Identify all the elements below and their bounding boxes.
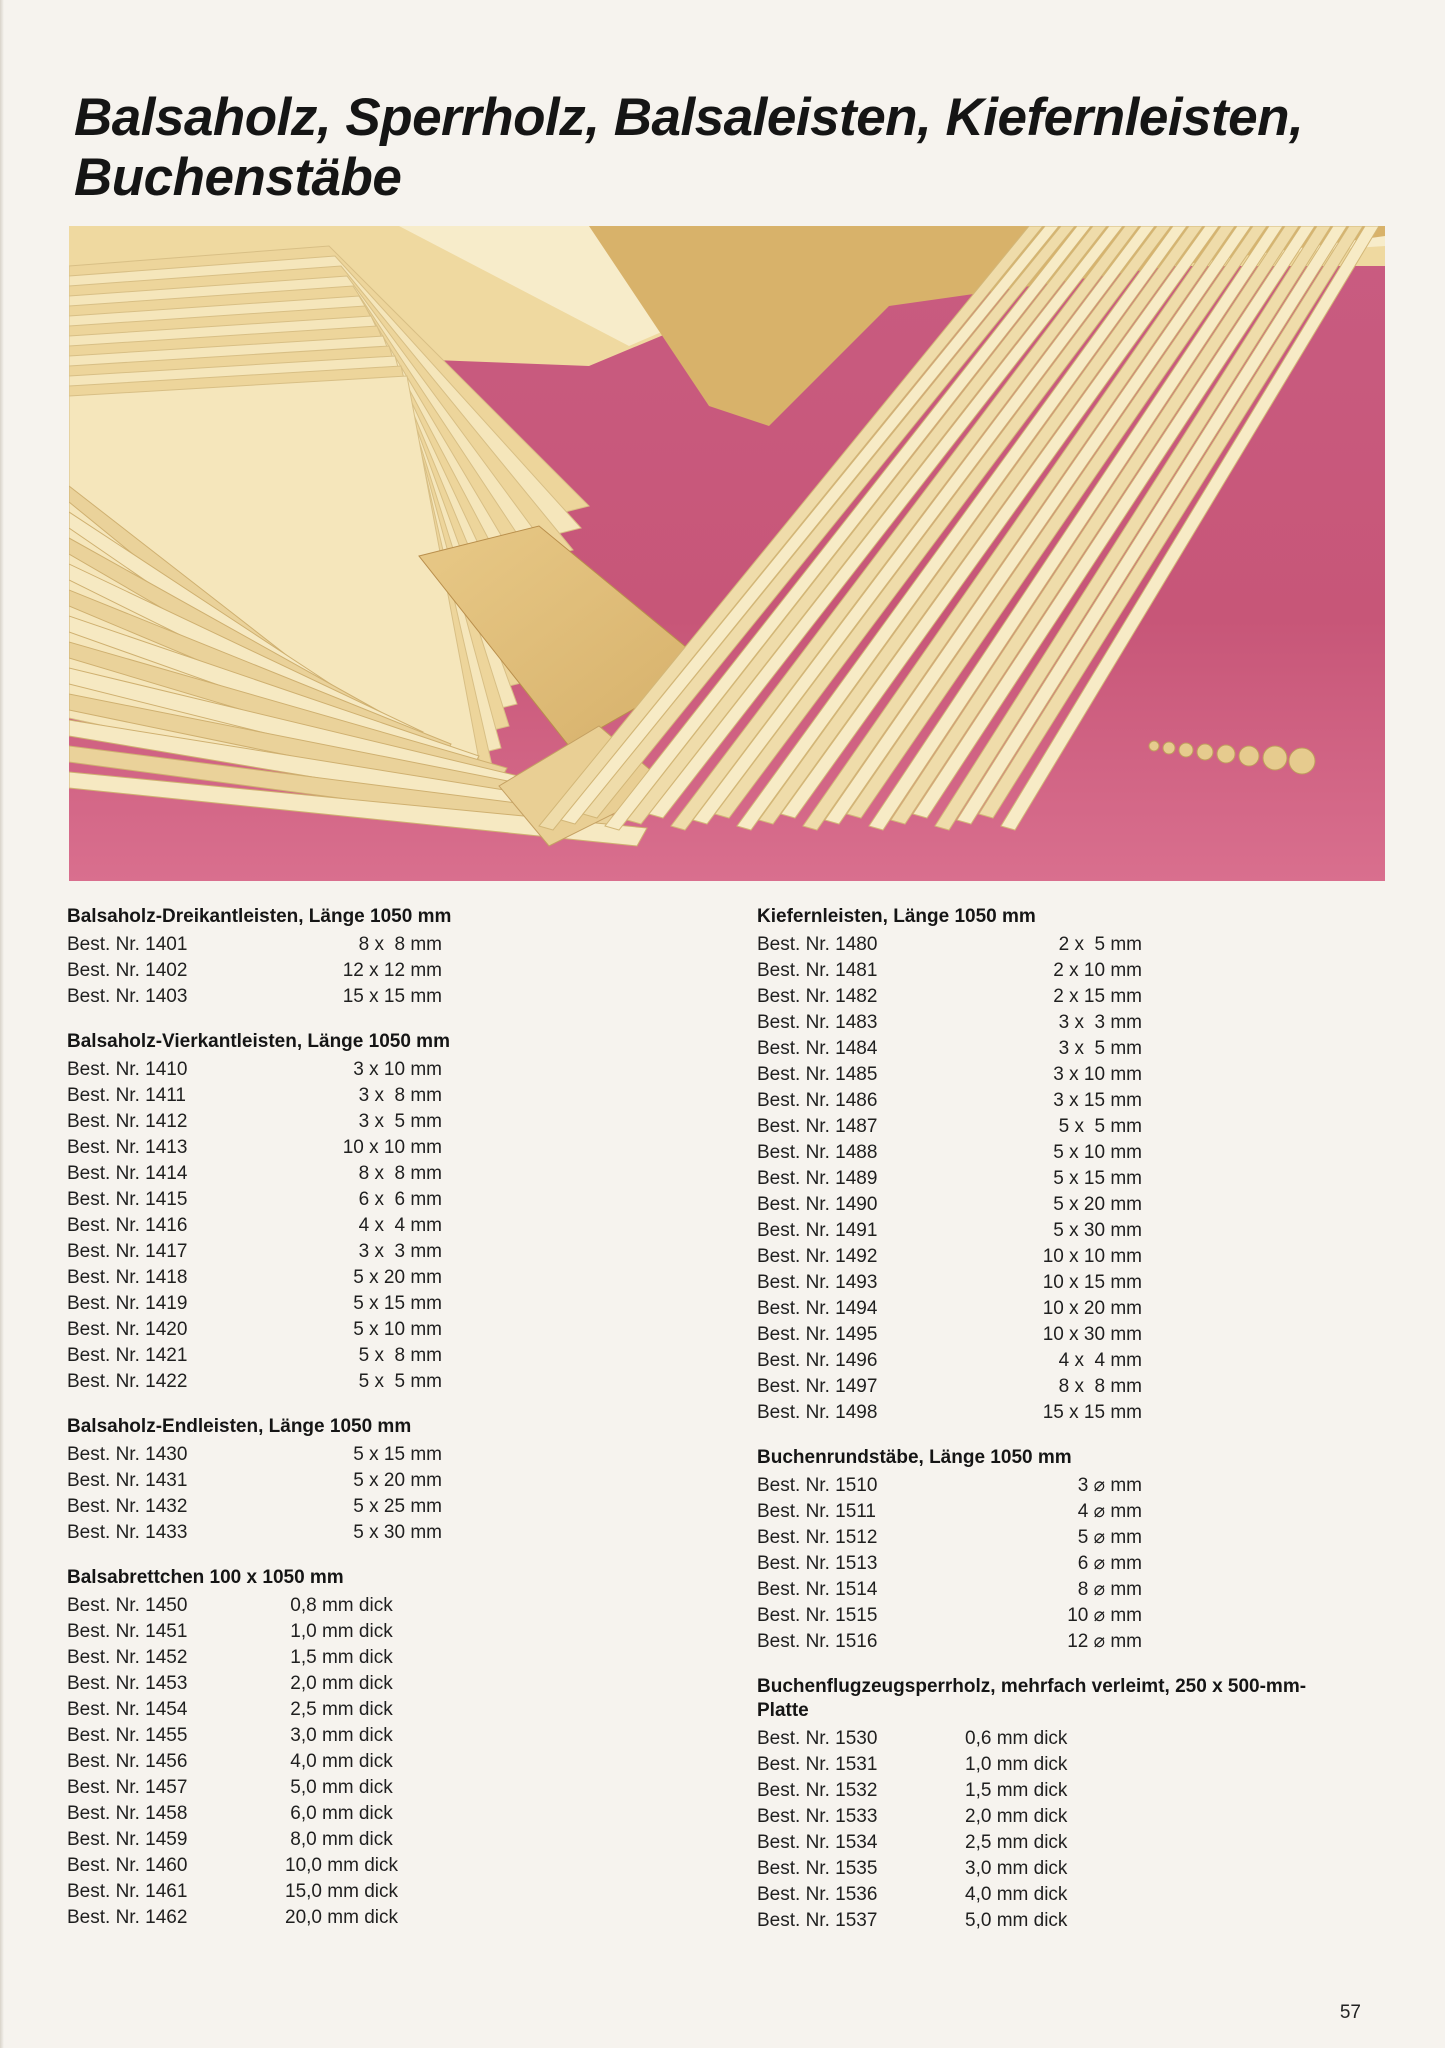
product-row: [67, 1801, 667, 1827]
order-number: Best. Nr. 1422: [67, 1371, 188, 1392]
dowel-end: [1239, 746, 1259, 766]
dowel-end: [1289, 748, 1315, 774]
order-number: Best. Nr. 1535: [757, 1858, 878, 1879]
dimension: 2 x 5 mm: [1058, 934, 1142, 955]
dimension: 2,0 mm dick: [965, 1806, 1068, 1827]
order-number: Best. Nr. 1420: [67, 1319, 188, 1340]
product-row: [67, 1853, 667, 1879]
product-row: [67, 1619, 667, 1645]
order-number: Best. Nr. 1497: [757, 1376, 878, 1397]
dimension: 10 ⌀ mm: [1067, 1605, 1142, 1626]
product-row: [67, 1161, 667, 1187]
wood-strips-photo: [69, 226, 1385, 881]
order-number: Best. Nr. 1413: [67, 1137, 188, 1158]
order-number: Best. Nr. 1414: [67, 1163, 188, 1184]
product-row: [757, 1577, 1357, 1603]
scan-edge-shadow: [0, 0, 4, 2048]
dimension: 6 x 6 mm: [358, 1189, 442, 1210]
order-number: Best. Nr. 1410: [67, 1059, 188, 1080]
order-number: Best. Nr. 1515: [757, 1605, 878, 1626]
product-row: [67, 1827, 667, 1853]
order-number: Best. Nr. 1432: [67, 1496, 188, 1517]
product-row: [67, 1442, 667, 1468]
dimension: 1,5 mm dick: [965, 1780, 1068, 1801]
product-row: [67, 1291, 667, 1317]
order-number: Best. Nr. 1510: [757, 1475, 878, 1496]
product-row: [757, 1400, 1357, 1426]
order-number: Best. Nr. 1421: [67, 1345, 188, 1366]
dimension: 6 ⌀ mm: [1077, 1553, 1142, 1574]
dimension: 3,0 mm dick: [285, 1725, 393, 1746]
order-number: Best. Nr. 1450: [67, 1595, 188, 1616]
product-row: [757, 1525, 1357, 1551]
product-row: [757, 1603, 1357, 1629]
dimension: 5 x 8 mm: [358, 1345, 442, 1366]
order-number: Best. Nr. 1455: [67, 1725, 188, 1746]
order-number: Best. Nr. 1462: [67, 1907, 188, 1928]
product-row: [757, 1114, 1357, 1140]
product-row: [757, 1374, 1357, 1400]
order-number: Best. Nr. 1457: [67, 1777, 188, 1798]
dimension: 3 x 15 mm: [1053, 1090, 1142, 1111]
product-row: [757, 984, 1357, 1010]
dimension: 3 x 10 mm: [353, 1059, 442, 1080]
dimension: 1,5 mm dick: [285, 1647, 393, 1668]
dimension: 2,0 mm dick: [285, 1673, 393, 1694]
section-heading: Balsaholz-Vierkantleisten, Länge 1050 mm: [67, 1031, 450, 1052]
dimension: 5 x 15 mm: [353, 1293, 442, 1314]
dimension: 4 ⌀ mm: [1077, 1501, 1142, 1522]
product-row: [757, 1473, 1357, 1499]
dimension: 5 x 5 mm: [358, 1371, 442, 1392]
section-heading: Balsaholz-Endleisten, Länge 1050 mm: [67, 1416, 412, 1437]
product-row: [757, 1088, 1357, 1114]
order-number: Best. Nr. 1452: [67, 1647, 188, 1668]
product-row: [757, 1192, 1357, 1218]
product-row: [67, 958, 667, 984]
order-number: Best. Nr. 1496: [757, 1350, 878, 1371]
product-row: [67, 1879, 667, 1905]
page-number: 57: [1339, 2002, 1361, 2023]
order-number: Best. Nr. 1495: [757, 1324, 878, 1345]
order-number: Best. Nr. 1486: [757, 1090, 878, 1111]
dimension: 3 x 5 mm: [1058, 1038, 1142, 1059]
dimension: 8,0 mm dick: [285, 1829, 393, 1850]
product-row: [67, 1905, 667, 1931]
wood-strips-illustration: [69, 226, 1385, 881]
dowel-end: [1263, 746, 1287, 770]
dimension: 2,5 mm dick: [965, 1832, 1068, 1853]
product-row: [67, 1697, 667, 1723]
order-number: Best. Nr. 1401: [67, 934, 188, 955]
dimension: 5 x 15 mm: [353, 1444, 442, 1465]
dimension: 10 x 30 mm: [1042, 1324, 1142, 1345]
product-row: [67, 1135, 667, 1161]
order-number: Best. Nr. 1481: [757, 960, 878, 981]
dimension: 15 x 15 mm: [1042, 1402, 1142, 1423]
order-number: Best. Nr. 1453: [67, 1673, 188, 1694]
order-number: Best. Nr. 1514: [757, 1579, 878, 1600]
order-number: Best. Nr. 1512: [757, 1527, 878, 1548]
dimension: 5 x 10 mm: [353, 1319, 442, 1340]
order-number: Best. Nr. 1403: [67, 986, 188, 1007]
product-row: [757, 1830, 1357, 1856]
dimension: 10 x 15 mm: [1042, 1272, 1142, 1293]
product-row: [757, 1752, 1357, 1778]
order-number: Best. Nr. 1416: [67, 1215, 188, 1236]
order-number: Best. Nr. 1485: [757, 1064, 878, 1085]
section-heading: Balsaholz-Dreikantleisten, Länge 1050 mm: [67, 906, 452, 927]
product-row: [757, 932, 1357, 958]
dimension: 8 x 8 mm: [1058, 1376, 1142, 1397]
dimension: 2 x 10 mm: [1053, 960, 1142, 981]
dimension: 2,5 mm dick: [285, 1699, 393, 1720]
product-row: [757, 1778, 1357, 1804]
dimension: 5 x 20 mm: [353, 1470, 442, 1491]
dimension: 0,8 mm dick: [285, 1595, 393, 1616]
dimension: 5 x 30 mm: [353, 1522, 442, 1543]
dimension: 10 x 20 mm: [1042, 1298, 1142, 1319]
product-row: [757, 1244, 1357, 1270]
order-number: Best. Nr. 1451: [67, 1621, 188, 1642]
product-row: [757, 1726, 1357, 1752]
section-heading: Buchenflugzeugsperrholz, mehrfach verleimt, 250 x 500-mm-Platte: [757, 1676, 1307, 1721]
order-number: Best. Nr. 1460: [67, 1855, 188, 1876]
section-heading: Kiefernleisten, Länge 1050 mm: [757, 906, 1036, 927]
dimension: 5,0 mm dick: [285, 1777, 393, 1798]
dimension: 6,0 mm dick: [285, 1803, 393, 1824]
dimension: 12 ⌀ mm: [1067, 1631, 1142, 1652]
order-number: Best. Nr. 1536: [757, 1884, 878, 1905]
order-number: Best. Nr. 1484: [757, 1038, 878, 1059]
product-row: [67, 932, 667, 958]
product-row: [67, 1468, 667, 1494]
dowel-end: [1163, 742, 1175, 754]
dimension: 2 x 15 mm: [1053, 986, 1142, 1007]
order-number: Best. Nr. 1513: [757, 1553, 878, 1574]
product-row: [757, 1804, 1357, 1830]
product-row: [757, 1218, 1357, 1244]
product-row: [67, 1083, 667, 1109]
order-number: Best. Nr. 1511: [757, 1501, 876, 1522]
order-number: Best. Nr. 1417: [67, 1241, 188, 1262]
dimension: 8 ⌀ mm: [1077, 1579, 1142, 1600]
dimension: 4 x 4 mm: [358, 1215, 442, 1236]
product-section: [757, 1446, 1357, 1655]
product-row: [67, 1494, 667, 1520]
dimension: 3 ⌀ mm: [1077, 1475, 1142, 1496]
dimension: 5 x 5 mm: [1058, 1116, 1142, 1137]
product-row: [67, 1671, 667, 1697]
dimension: 5 x 25 mm: [353, 1496, 442, 1517]
dimension: 1,0 mm dick: [285, 1621, 393, 1642]
order-number: Best. Nr. 1458: [67, 1803, 188, 1824]
product-row: [757, 1296, 1357, 1322]
order-number: Best. Nr. 1431: [67, 1470, 188, 1491]
order-number: Best. Nr. 1489: [757, 1168, 878, 1189]
product-row: [67, 1057, 667, 1083]
product-row: [67, 1645, 667, 1671]
product-section: [67, 905, 667, 1010]
order-number: Best. Nr. 1532: [757, 1780, 878, 1801]
dimension: 3,0 mm dick: [965, 1858, 1068, 1879]
dowel-end: [1197, 744, 1213, 760]
dimension: 4 x 4 mm: [1058, 1350, 1142, 1371]
order-number: Best. Nr. 1482: [757, 986, 878, 1007]
order-number: Best. Nr. 1433: [67, 1522, 188, 1543]
section-heading: Balsabrettchen 100 x 1050 mm: [67, 1567, 344, 1588]
product-row: [67, 1317, 667, 1343]
product-row: [67, 1775, 667, 1801]
page-title-line-1: Balsaholz, Sperrholz, Balsaleisten, Kiefernleisten,: [74, 88, 1304, 147]
dowel-end: [1179, 743, 1193, 757]
page-title: [74, 88, 1374, 208]
order-number: Best. Nr. 1480: [757, 934, 878, 955]
order-number: Best. Nr. 1530: [757, 1728, 878, 1749]
product-row: [757, 1010, 1357, 1036]
product-row: [67, 1213, 667, 1239]
dimension: 10 x 10 mm: [342, 1137, 442, 1158]
dimension: 5 x 10 mm: [1053, 1142, 1142, 1163]
dimension: 10 x 10 mm: [1042, 1246, 1142, 1267]
product-section: [67, 1030, 667, 1395]
order-number: Best. Nr. 1461: [67, 1881, 188, 1902]
order-number: Best. Nr. 1430: [67, 1444, 188, 1465]
order-number: Best. Nr. 1456: [67, 1751, 188, 1772]
product-row: [757, 1551, 1357, 1577]
dimension: 3 x 3 mm: [1058, 1012, 1142, 1033]
product-row: [757, 1140, 1357, 1166]
order-number: Best. Nr. 1402: [67, 960, 188, 981]
order-number: Best. Nr. 1493: [757, 1272, 878, 1293]
order-number: Best. Nr. 1419: [67, 1293, 188, 1314]
section-heading: Buchenrundstäbe, Länge 1050 mm: [757, 1447, 1072, 1468]
product-section: [757, 905, 1357, 1426]
order-number: Best. Nr. 1516: [757, 1631, 878, 1652]
product-row: [757, 1908, 1357, 1934]
order-number: Best. Nr. 1492: [757, 1246, 878, 1267]
product-row: [757, 1166, 1357, 1192]
dimension: 20,0 mm dick: [285, 1907, 398, 1928]
dimension: 4,0 mm dick: [965, 1884, 1068, 1905]
product-row: [757, 1270, 1357, 1296]
order-number: Best. Nr. 1498: [757, 1402, 878, 1423]
dimension: 5,0 mm dick: [965, 1910, 1068, 1931]
product-section: [67, 1415, 667, 1546]
dimension: 3 x 3 mm: [358, 1241, 442, 1262]
order-number: Best. Nr. 1418: [67, 1267, 188, 1288]
left-column: [67, 905, 667, 1951]
order-number: Best. Nr. 1412: [67, 1111, 188, 1132]
dowel-end: [1217, 745, 1235, 763]
dimension: 1,0 mm dick: [965, 1754, 1068, 1775]
order-number: Best. Nr. 1415: [67, 1189, 188, 1210]
dimension: 5 ⌀ mm: [1077, 1527, 1142, 1548]
right-column: [757, 905, 1357, 1954]
product-row: [757, 1036, 1357, 1062]
order-number: Best. Nr. 1459: [67, 1829, 188, 1850]
product-row: [67, 1343, 667, 1369]
order-number: Best. Nr. 1411: [67, 1085, 186, 1106]
dowel-end: [1149, 741, 1159, 751]
product-row: [757, 958, 1357, 984]
dimension: 10,0 mm dick: [285, 1855, 398, 1876]
dimension: 3 x 10 mm: [1053, 1064, 1142, 1085]
order-number: Best. Nr. 1490: [757, 1194, 878, 1215]
order-number: Best. Nr. 1483: [757, 1012, 878, 1033]
product-row: [757, 1629, 1357, 1655]
product-row: [67, 1520, 667, 1546]
product-row: [757, 1348, 1357, 1374]
dimension: 5 x 15 mm: [1053, 1168, 1142, 1189]
order-number: Best. Nr. 1494: [757, 1298, 878, 1319]
product-row: [757, 1882, 1357, 1908]
product-row: [67, 984, 667, 1010]
dimension: 0,6 mm dick: [965, 1728, 1068, 1749]
product-row: [757, 1062, 1357, 1088]
product-row: [67, 1369, 667, 1395]
dimension: 3 x 5 mm: [358, 1111, 442, 1132]
product-section: [67, 1566, 667, 1931]
order-number: Best. Nr. 1488: [757, 1142, 878, 1163]
product-row: [67, 1723, 667, 1749]
dimension: 8 x 8 mm: [358, 934, 442, 955]
product-row: [67, 1239, 667, 1265]
product-row: [67, 1265, 667, 1291]
order-number: Best. Nr. 1487: [757, 1116, 878, 1137]
order-number: Best. Nr. 1454: [67, 1699, 188, 1720]
dimension: 3 x 8 mm: [358, 1085, 442, 1106]
order-number: Best. Nr. 1531: [757, 1754, 878, 1775]
page-title-line-2: Buchenstäbe: [74, 148, 402, 207]
product-row: [67, 1593, 667, 1619]
dimension: 15,0 mm dick: [285, 1881, 398, 1902]
dimension: 5 x 20 mm: [1053, 1194, 1142, 1215]
order-number: Best. Nr. 1533: [757, 1806, 878, 1827]
dimension: 5 x 30 mm: [1053, 1220, 1142, 1241]
order-number: Best. Nr. 1491: [757, 1220, 878, 1241]
product-row: [67, 1749, 667, 1775]
dimension: 8 x 8 mm: [358, 1163, 442, 1184]
product-section: [757, 1675, 1357, 1934]
product-row: [757, 1856, 1357, 1882]
product-row: [67, 1109, 667, 1135]
dimension: 4,0 mm dick: [285, 1751, 393, 1772]
product-row: [757, 1322, 1357, 1348]
order-number: Best. Nr. 1534: [757, 1832, 878, 1853]
dimension: 5 x 20 mm: [353, 1267, 442, 1288]
product-row: [67, 1187, 667, 1213]
dimension: 12 x 12 mm: [342, 960, 442, 981]
order-number: Best. Nr. 1537: [757, 1910, 878, 1931]
dimension: 15 x 15 mm: [342, 986, 442, 1007]
product-row: [757, 1499, 1357, 1525]
